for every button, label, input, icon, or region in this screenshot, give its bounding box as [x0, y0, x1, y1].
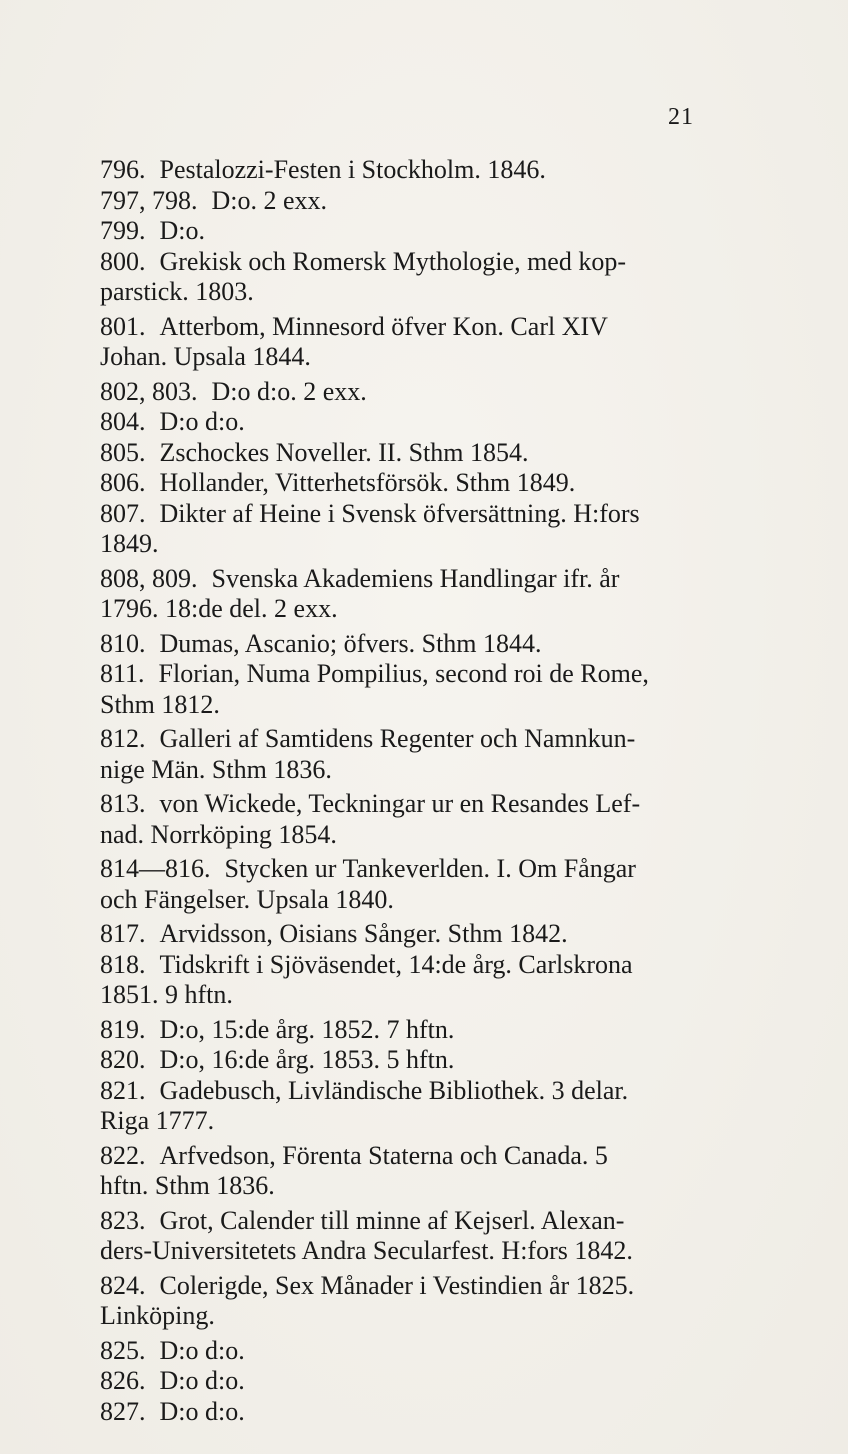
entry-line [100, 499, 760, 530]
entry-number: 800. [100, 246, 146, 276]
catalog-entry [100, 1076, 760, 1137]
catalog-entry [100, 312, 760, 373]
entry-line [100, 438, 760, 469]
entry-text: Grot, Calender till minne af Kejserl. Alexan- [159, 1205, 625, 1235]
entry-text: Pestalozzi-Festen i Stockholm. 1846. [159, 155, 546, 184]
page-number: 21 [668, 104, 694, 130]
catalog-entry [100, 789, 760, 850]
catalog-entry [100, 247, 760, 308]
entry-text: Atterbom, Minnesord öfver Kon. Carl XIV [159, 311, 608, 341]
catalog-entry [100, 564, 760, 625]
entry-text: D:o d:o. [159, 1396, 245, 1426]
entry-continuation: parstick. 1803. [100, 277, 254, 306]
entry-text: Florian, Numa Pompilius, second roi de Rome, [158, 659, 649, 688]
entry-text: Dikter af Heine i Svensk öfversättning. H:fors [159, 498, 640, 528]
catalog-entry [100, 1397, 760, 1428]
entry-number: 820. [100, 1045, 146, 1074]
entry-number: 823. [100, 1205, 146, 1235]
entry-line [100, 629, 760, 660]
entry-line [100, 950, 760, 981]
entry-text: Galleri af Samtidens Regenter och Namnkun- [159, 724, 636, 753]
entry-number: 804. [100, 407, 146, 436]
entry-continuation: nad. Norrköping 1854. [100, 819, 337, 849]
entry-number: 813. [100, 789, 146, 818]
entry-number: 818. [100, 949, 146, 979]
catalog-entry [100, 950, 760, 1011]
entry-line [100, 377, 760, 408]
entry-number: 826. [100, 1366, 146, 1395]
entry-number: 817. [100, 919, 146, 948]
entry-number: 819. [100, 1014, 146, 1044]
catalog-entry [100, 1045, 760, 1076]
entry-line [100, 312, 760, 343]
catalog-entry [100, 438, 760, 469]
entry-continuation: 1849. [100, 529, 159, 558]
entry-text: D:o, 16:de årg. 1853. 5 hftn. [159, 1045, 455, 1074]
entry-text: D:o, 15:de årg. 1852. 7 hftn. [159, 1014, 455, 1044]
entry-continuation: nige Män. Sthm 1836. [100, 754, 332, 784]
entry-line [100, 724, 760, 755]
catalog-entry [100, 186, 760, 217]
entry-number: 827. [100, 1396, 146, 1426]
entry-number: 808, 809. [100, 563, 198, 593]
entry-text: Tidskrift i Sjöväsendet, 14:de årg. Carlskrona [159, 949, 633, 979]
catalog-entry [100, 155, 760, 186]
entry-text: D:o d:o. [159, 1335, 245, 1365]
entry-line [100, 247, 760, 278]
entry-number: 825. [100, 1335, 146, 1365]
entry-line [100, 155, 760, 186]
entry-line [100, 564, 760, 595]
entry-number: 805. [100, 437, 146, 467]
entry-number: 814—816. [100, 854, 211, 883]
entry-continuation: Riga 1777. [100, 1106, 215, 1135]
catalog-entry-list [100, 155, 760, 1427]
entry-number: 807. [100, 498, 146, 528]
entry-text: Colerigde, Sex Månader i Vestindien år 1825. [159, 1270, 635, 1300]
entry-number: 822. [100, 1140, 146, 1170]
entry-text: D:o d:o. [159, 1366, 245, 1395]
catalog-entry [100, 377, 760, 408]
entry-number: 811. [100, 659, 145, 688]
entry-line [100, 216, 760, 247]
catalog-entry [100, 1206, 760, 1267]
entry-text: Arvidsson, Oisians Sånger. Sthm 1842. [159, 919, 568, 948]
entry-text: Grekisk och Romersk Mythologie, med kop- [159, 246, 626, 276]
entry-text: Gadebusch, Livländische Bibliothek. 3 delar. [159, 1075, 629, 1105]
catalog-entry [100, 1141, 760, 1202]
entry-continuation: 1796. 18:de del. 2 exx. [100, 594, 338, 623]
entry-number: 812. [100, 724, 146, 753]
entry-text: Zschockes Noveller. II. Sthm 1854. [159, 437, 529, 467]
catalog-entry [100, 407, 760, 438]
entry-number: 821. [100, 1075, 146, 1105]
entry-number: 802, 803. [100, 376, 198, 406]
entry-continuation: och Fängelser. Upsala 1840. [100, 884, 394, 914]
entry-line [100, 1015, 760, 1046]
entry-text: Hollander, Vitterhetsförsök. Sthm 1849. [159, 468, 576, 497]
entry-line [100, 919, 760, 950]
catalog-entry [100, 629, 760, 660]
entry-line [100, 1366, 760, 1397]
entry-text: D:o d:o. 2 exx. [211, 376, 367, 406]
entry-line [100, 407, 760, 438]
entry-continuation: Sthm 1812. [100, 689, 220, 719]
entry-line [100, 1045, 760, 1076]
catalog-entry [100, 468, 760, 499]
catalog-entry [100, 659, 760, 720]
entry-continuation: Linköping. [100, 1301, 215, 1330]
entry-continuation: hftn. Sthm 1836. [100, 1171, 275, 1200]
entry-text: Arfvedson, Förenta Staterna och Canada. 5 [159, 1140, 608, 1170]
catalog-entry [100, 854, 760, 915]
entry-line [100, 659, 760, 690]
entry-line [100, 1141, 760, 1172]
entry-continuation: ders-Universitetets Andra Secularfest. H:fors 1842. [100, 1236, 633, 1265]
catalog-entry [100, 216, 760, 247]
catalog-entry [100, 1336, 760, 1367]
entry-number: 796. [100, 155, 146, 184]
catalog-entry [100, 919, 760, 950]
entry-text: von Wickede, Teckningar ur en Resandes Lef- [159, 789, 641, 818]
entry-line [100, 1271, 760, 1302]
entry-line [100, 789, 760, 820]
entry-text: Stycken ur Tankeverlden. I. Om Fångar [224, 854, 636, 883]
entry-number: 806. [100, 468, 146, 497]
entry-text: D:o. [159, 216, 205, 245]
entry-text: D:o. 2 exx. [211, 185, 328, 215]
catalog-entry [100, 1271, 760, 1332]
catalog-entry [100, 724, 760, 785]
entry-continuation: Johan. Upsala 1844. [100, 342, 311, 371]
entry-line [100, 1076, 760, 1107]
entry-line [100, 1397, 760, 1428]
catalog-entry [100, 1366, 760, 1397]
entry-line [100, 186, 760, 217]
entry-line [100, 1206, 760, 1237]
catalog-entry [100, 1015, 760, 1046]
entry-line [100, 1336, 760, 1367]
entry-number: 810. [100, 628, 146, 658]
entry-continuation: 1851. 9 hftn. [100, 980, 233, 1009]
entry-text: Dumas, Ascanio; öfvers. Sthm 1844. [159, 628, 542, 658]
entry-number: 801. [100, 311, 146, 341]
entry-line [100, 468, 760, 499]
entry-line [100, 854, 760, 885]
entry-number: 797, 798. [100, 185, 198, 215]
entry-text: D:o d:o. [159, 407, 245, 436]
entry-text: Svenska Akademiens Handlingar ifr. år [211, 563, 620, 593]
catalog-entry [100, 499, 760, 560]
entry-number: 824. [100, 1270, 146, 1300]
entry-number: 799. [100, 216, 146, 245]
